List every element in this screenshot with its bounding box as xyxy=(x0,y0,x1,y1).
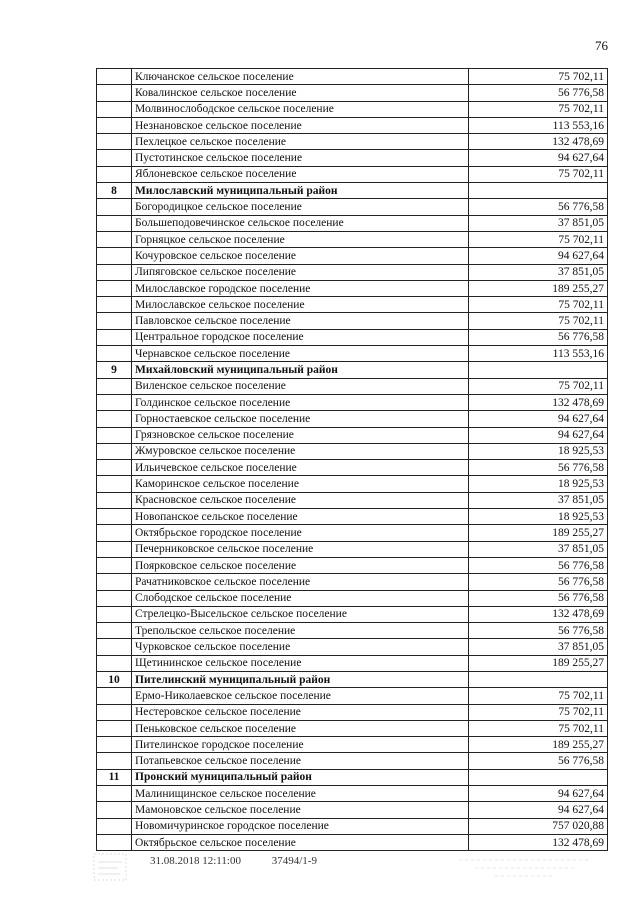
settlement-row xyxy=(97,476,608,492)
settlement-name: Потапьевское сельское поселение xyxy=(132,753,469,769)
amount-cell: 132 478,69 xyxy=(469,606,608,622)
settlement-name: Горняцкое сельское поселение xyxy=(132,231,469,247)
row-number xyxy=(97,704,132,720)
settlement-name: Милославское сельское поселение xyxy=(132,297,469,313)
settlement-name: Пеньковское сельское поселение xyxy=(132,720,469,736)
amount-cell: 37 851,05 xyxy=(469,639,608,655)
amount-cell: 37 851,05 xyxy=(469,264,608,280)
amount-cell: 94 627,64 xyxy=(469,427,608,443)
amount-cell: 75 702,11 xyxy=(469,231,608,247)
settlement-name: Горностаевское сельское поселение xyxy=(132,411,469,427)
amount-cell: 56 776,58 xyxy=(469,590,608,606)
settlement-row xyxy=(97,541,608,557)
settlement-name: Пехлецкое сельское поселение xyxy=(132,134,469,150)
row-number xyxy=(97,639,132,655)
amount-cell: 113 553,16 xyxy=(469,346,608,362)
settlement-row xyxy=(97,443,608,459)
row-number xyxy=(97,590,132,606)
settlement-row xyxy=(97,834,608,850)
row-number xyxy=(97,525,132,541)
settlement-row xyxy=(97,329,608,345)
amount-cell: 56 776,58 xyxy=(469,557,608,573)
amount-cell xyxy=(469,183,608,199)
settlement-row xyxy=(97,297,608,313)
settlement-row xyxy=(97,557,608,573)
settlement-name: Октябрьское городское поселение xyxy=(132,525,469,541)
settlement-row xyxy=(97,737,608,753)
row-number xyxy=(97,394,132,410)
settlement-row xyxy=(97,590,608,606)
settlement-name: Стрелецко-Высельское сельское поселение xyxy=(132,606,469,622)
row-number: 11 xyxy=(97,769,132,785)
amount-cell xyxy=(469,362,608,378)
amount-cell: 56 776,58 xyxy=(469,199,608,215)
allocation-table xyxy=(96,68,608,851)
district-row xyxy=(97,183,608,199)
settlement-row xyxy=(97,688,608,704)
amount-cell: 94 627,64 xyxy=(469,786,608,802)
amount-cell: 132 478,69 xyxy=(469,834,608,850)
settlement-name: Голдинское сельское поселение xyxy=(132,394,469,410)
page-number: 76 xyxy=(595,38,608,53)
settlement-row xyxy=(97,101,608,117)
row-number xyxy=(97,720,132,736)
settlement-row xyxy=(97,639,608,655)
district-name: Пронский муниципальный район xyxy=(132,769,469,785)
settlement-row xyxy=(97,509,608,525)
settlement-name: Красновское сельское поселение xyxy=(132,492,469,508)
amount-cell: 37 851,05 xyxy=(469,215,608,231)
amount-cell: 18 925,53 xyxy=(469,476,608,492)
settlement-name: Пустотинское сельское поселение xyxy=(132,150,469,166)
settlement-row xyxy=(97,753,608,769)
settlement-name: Ковалинское сельское поселение xyxy=(132,85,469,101)
settlement-name: Жмуровское сельское поселение xyxy=(132,443,469,459)
settlement-row xyxy=(97,411,608,427)
settlement-name: Рачатниковское сельское поселение xyxy=(132,574,469,590)
allocation-table-body xyxy=(97,69,608,851)
settlement-name: Липяговское сельское поселение xyxy=(132,264,469,280)
amount-cell: 37 851,05 xyxy=(469,492,608,508)
amount-cell: 75 702,11 xyxy=(469,297,608,313)
settlement-row xyxy=(97,231,608,247)
settlement-name: Чурковское сельское поселение xyxy=(132,639,469,655)
row-number xyxy=(97,166,132,182)
amount-cell: 75 702,11 xyxy=(469,720,608,736)
row-number xyxy=(97,69,132,85)
settlement-row xyxy=(97,720,608,736)
settlement-name: Грязновское сельское поселение xyxy=(132,427,469,443)
settlement-name: Новопанское сельское поселение xyxy=(132,509,469,525)
amount-cell: 189 255,27 xyxy=(469,280,608,296)
settlement-row xyxy=(97,606,608,622)
row-number xyxy=(97,101,132,117)
district-row xyxy=(97,769,608,785)
row-number xyxy=(97,753,132,769)
row-number xyxy=(97,818,132,834)
row-number xyxy=(97,215,132,231)
settlement-name: Поярковское сельское поселение xyxy=(132,557,469,573)
row-number xyxy=(97,509,132,525)
row-number xyxy=(97,574,132,590)
settlement-row xyxy=(97,280,608,296)
settlement-row xyxy=(97,166,608,182)
settlement-name: Малинищинское сельское поселение xyxy=(132,786,469,802)
row-number xyxy=(97,460,132,476)
settlement-row xyxy=(97,704,608,720)
row-number xyxy=(97,834,132,850)
settlement-row xyxy=(97,134,608,150)
amount-cell: 94 627,64 xyxy=(469,411,608,427)
row-number xyxy=(97,199,132,215)
amount-cell: 94 627,64 xyxy=(469,150,608,166)
amount-cell: 75 702,11 xyxy=(469,704,608,720)
settlement-row xyxy=(97,427,608,443)
settlement-name: Слободское сельское поселение xyxy=(132,590,469,606)
amount-cell: 56 776,58 xyxy=(469,753,608,769)
row-number xyxy=(97,737,132,753)
settlement-name: Печерниковское сельское поселение xyxy=(132,541,469,557)
settlement-row xyxy=(97,574,608,590)
document-footer xyxy=(150,855,345,867)
row-number xyxy=(97,688,132,704)
row-number: 8 xyxy=(97,183,132,199)
row-number xyxy=(97,443,132,459)
row-number xyxy=(97,264,132,280)
amount-cell: 75 702,11 xyxy=(469,688,608,704)
amount-cell: 75 702,11 xyxy=(469,378,608,394)
row-number xyxy=(97,411,132,427)
settlement-row xyxy=(97,394,608,410)
amount-cell: 132 478,69 xyxy=(469,134,608,150)
settlement-name: Мамоновское сельское поселение xyxy=(132,802,469,818)
row-number xyxy=(97,248,132,264)
amount-cell: 18 925,53 xyxy=(469,509,608,525)
row-number xyxy=(97,297,132,313)
row-number xyxy=(97,117,132,133)
settlement-row xyxy=(97,460,608,476)
row-number xyxy=(97,134,132,150)
amount-cell: 56 776,58 xyxy=(469,460,608,476)
amount-cell: 75 702,11 xyxy=(469,69,608,85)
settlement-name: Яблоневское сельское поселение xyxy=(132,166,469,182)
row-number xyxy=(97,85,132,101)
district-name: Михайловский муниципальный район xyxy=(132,362,469,378)
row-number xyxy=(97,313,132,329)
settlement-name: Чернавское сельское поселение xyxy=(132,346,469,362)
amount-cell: 75 702,11 xyxy=(469,166,608,182)
amount-cell: 18 925,53 xyxy=(469,443,608,459)
footer-doc-id: 37494/1-9 xyxy=(271,855,317,867)
settlement-name: Кaморинское сельское поселение xyxy=(132,476,469,492)
settlement-row xyxy=(97,346,608,362)
settlement-name: Богородицкое сельское поселение xyxy=(132,199,469,215)
amount-cell: 189 255,27 xyxy=(469,525,608,541)
settlement-name: Ключанское сельское поселение xyxy=(132,69,469,85)
amount-cell: 757 020,88 xyxy=(469,818,608,834)
row-number xyxy=(97,623,132,639)
settlement-name: Незнановское сельское поселение xyxy=(132,117,469,133)
amount-cell: 56 776,58 xyxy=(469,623,608,639)
row-number xyxy=(97,606,132,622)
row-number xyxy=(97,476,132,492)
settlement-name: Трепольское сельское поселение xyxy=(132,623,469,639)
row-number: 9 xyxy=(97,362,132,378)
row-number xyxy=(97,541,132,557)
amount-cell: 132 478,69 xyxy=(469,394,608,410)
row-number xyxy=(97,427,132,443)
amount-cell: 189 255,27 xyxy=(469,737,608,753)
settlement-row xyxy=(97,492,608,508)
amount-cell: 75 702,11 xyxy=(469,313,608,329)
settlement-row xyxy=(97,525,608,541)
settlement-name: Кочуровское сельское поселение xyxy=(132,248,469,264)
district-row xyxy=(97,671,608,687)
settlement-row xyxy=(97,117,608,133)
registration-stamp-icon xyxy=(92,852,128,882)
row-number xyxy=(97,557,132,573)
settlement-row xyxy=(97,818,608,834)
amount-cell: 94 627,64 xyxy=(469,802,608,818)
settlement-name: Пителинское городское поселение xyxy=(132,737,469,753)
amount-cell xyxy=(469,671,608,687)
settlement-row xyxy=(97,215,608,231)
row-number xyxy=(97,802,132,818)
settlement-name: Нестеровское сельское поселение xyxy=(132,704,469,720)
row-number xyxy=(97,280,132,296)
faint-stamp-icon xyxy=(455,852,595,880)
row-number xyxy=(97,378,132,394)
district-name: Пителинский муниципальный район xyxy=(132,671,469,687)
footer-datetime: 31.08.2018 12:11:00 xyxy=(150,855,241,867)
row-number: 10 xyxy=(97,671,132,687)
settlement-row xyxy=(97,786,608,802)
settlement-name: Новомичуринское городское поселение xyxy=(132,818,469,834)
settlement-row xyxy=(97,264,608,280)
row-number xyxy=(97,492,132,508)
district-row xyxy=(97,362,608,378)
amount-cell: 113 553,16 xyxy=(469,117,608,133)
settlement-row xyxy=(97,378,608,394)
settlement-row xyxy=(97,802,608,818)
amount-cell: 56 776,58 xyxy=(469,329,608,345)
settlement-name: Ермо-Николаевское сельское поселение xyxy=(132,688,469,704)
row-number xyxy=(97,786,132,802)
settlement-row xyxy=(97,69,608,85)
settlement-row xyxy=(97,85,608,101)
amount-cell: 189 255,27 xyxy=(469,655,608,671)
settlement-name: Щетининское сельское поселение xyxy=(132,655,469,671)
settlement-name: Октябрьское сельское поселение xyxy=(132,834,469,850)
settlement-row xyxy=(97,199,608,215)
settlement-row xyxy=(97,623,608,639)
district-name: Милославский муниципальный район xyxy=(132,183,469,199)
settlement-row xyxy=(97,655,608,671)
settlement-name: Молвинослободское сельское поселение xyxy=(132,101,469,117)
amount-cell: 37 851,05 xyxy=(469,541,608,557)
settlement-name: Виленское сельское поселение xyxy=(132,378,469,394)
settlement-row xyxy=(97,150,608,166)
settlement-row xyxy=(97,313,608,329)
row-number xyxy=(97,346,132,362)
row-number xyxy=(97,150,132,166)
amount-cell: 56 776,58 xyxy=(469,85,608,101)
row-number xyxy=(97,329,132,345)
settlement-name: Павловское сельское поселение xyxy=(132,313,469,329)
amount-cell: 56 776,58 xyxy=(469,574,608,590)
amount-cell: 94 627,64 xyxy=(469,248,608,264)
settlement-row xyxy=(97,248,608,264)
settlement-name: Милославское городское поселение xyxy=(132,280,469,296)
settlement-name: Центральное городское поселение xyxy=(132,329,469,345)
amount-cell: 75 702,11 xyxy=(469,101,608,117)
settlement-name: Большеподовечинское сельское поселение xyxy=(132,215,469,231)
row-number xyxy=(97,655,132,671)
amount-cell xyxy=(469,769,608,785)
settlement-name: Ильичевское сельское поселение xyxy=(132,460,469,476)
row-number xyxy=(97,231,132,247)
